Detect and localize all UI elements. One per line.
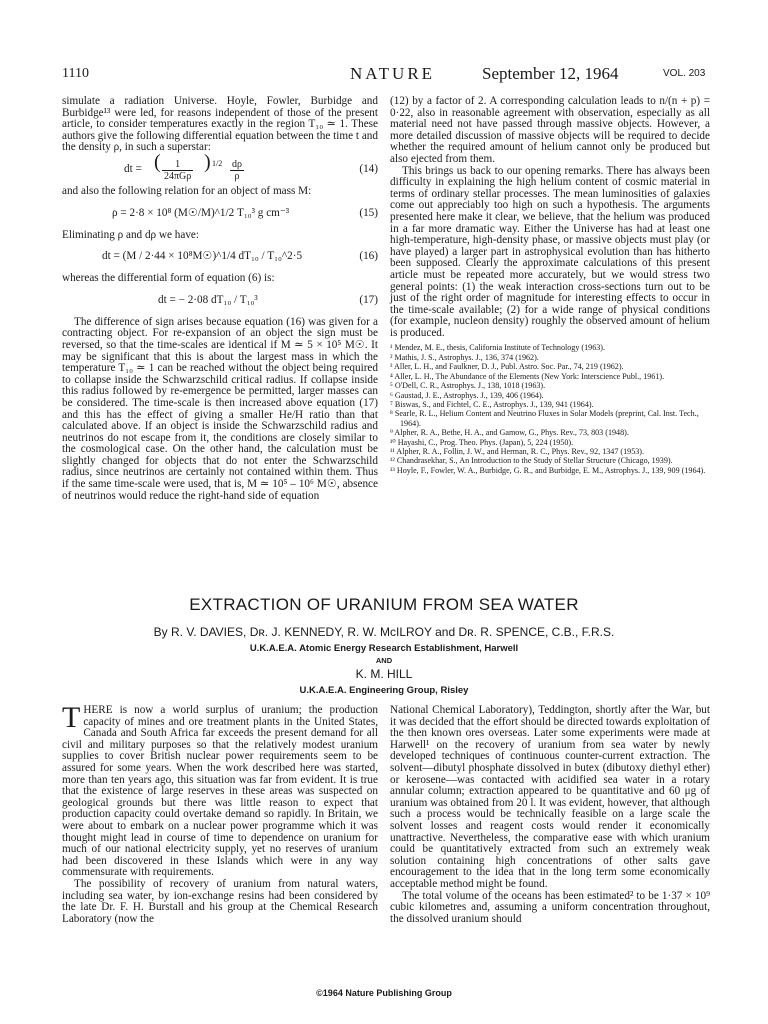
paragraph: and also the following relation for an object of mass M: bbox=[62, 184, 312, 197]
reference-list bbox=[390, 343, 710, 475]
paragraph: The difference of sign arises because equation (16) was given for a contracting object. For re-expansion of an object the sign must be reversed, so that the time-scales are identical if M ≃ 5 × 10⁵ M☉. It may be significant that this is about the largest mass in which the temperature T₁₀ ≃ 1 can be reached without the object being required to collapse inside the Schwarzschild critical radius. If collapse inside this radius followed by re-emergence be permitted, larger masses can be considered. The time-scale is then increased above equation (17) and this has the effect of giving a smaller He/H ratio than that calculated above. If an object is inside the Schwarzschild radius and neutrinos do not escape from it, the conditions are closely similar to the cosmological case. On the other hand, the calculation must be slightly changed for objects that do not enter the Schwarzschild radius, since neutrinos are certainly not contained within them. Thus if the same time-scale were used, that is, M ≃ 10⁵ – 10⁶ M☉, absence of neutrinos would reduce the right-hand side of equation bbox=[62, 315, 378, 502]
reference-item: ⁸ Searle, R. L., Helium Content and Neutrino Fluxes in Solar Models (preprint, Cal. Inst. Tech., 1964). bbox=[390, 409, 699, 428]
reference-item: ¹ Mendez, M. E., thesis, California Institute of Technology (1963). bbox=[390, 343, 606, 353]
reference-item: ⁷ Biswas, S., and Fichtel, C. E., Astrophys. J., 139, 941 (1964). bbox=[390, 399, 594, 409]
equation-number: (15) bbox=[359, 206, 378, 219]
paragraph: This brings us back to our opening remarks. There has always been difficulty in explaining the high helium content of cosmic material in terms of ordinary stellar processes. The mean luminosities of galaxies come out appreciably too high on such a hypothesis. The arguments presented here make it clear, we believe, that the helium was produced in a far more dramatic way. Either the Universe has had at least one high-temperature, high-density phase, or massive objects must play (or have played) a larger part in astrophysical evolution than has hitherto been supposed. Clearly the approximate calculations of this present article must be repeated more accurately, but we would stress two general points: (1) the weak interaction cross-sections turn out to be just of the right order of magnitude for interesting effects to occur in the time-scale available; (2) for a wide range of physical conditions (for example, nucleon density) roughly the observed amount of helium is produced. bbox=[390, 164, 710, 339]
copyright-footer: ©1964 Nature Publishing Group bbox=[316, 988, 452, 998]
paragraph: (12) by a factor of 2. A corresponding calculation leads to n/(n + p) = 0·22, also in reasonable agreement with observation, especially as all material need not have passed through massive objects. However, a more detailed discussion of massive objects will be required to decide whether the required amount of helium cannot only be produced but also ejected from them. bbox=[390, 95, 710, 165]
equation-17 bbox=[62, 288, 378, 314]
page-header bbox=[62, 66, 712, 84]
paragraph bbox=[62, 701, 378, 879]
fraction-numerator: dρ bbox=[232, 158, 242, 170]
paragraph: The possibility of recovery of uranium from natural waters, including sea water, by ion-exchange resins had been considered by the late Dr. F. H. Burstall and his group at the Chemical Research Laboratory (now the bbox=[62, 877, 378, 925]
volume-label: VOL. 203 bbox=[663, 68, 706, 79]
fraction bbox=[230, 159, 244, 182]
reference-item: ³ Aller, L. H., and Faulkner, D. J., Publ. Astro. Soc. Par., 74, 219 (1962). bbox=[390, 362, 624, 372]
reference-item: ⁴ Aller, L. H., The Abundance of the Elements (New York: Interscience Publ., 1961). bbox=[390, 371, 665, 381]
reference-item: ¹⁰ Hayashi, C., Prog. Theo. Phys. (Japan), 5, 224 (1950). bbox=[390, 437, 574, 447]
reference-item: ⁵ O'Dell, C. R., Astrophys. J., 138, 1018 (1963). bbox=[390, 381, 546, 391]
equation-number: (16) bbox=[359, 250, 378, 263]
right-paren: ) bbox=[204, 150, 211, 173]
equation-body: dt = (M / 2·44 × 10⁸M☉)^1/4 dT₁₀ / T₁₀^2·5 bbox=[102, 250, 303, 263]
equation-body: ρ = 2·8 × 10⁸ (M☉/M)^1/2 T₁₀³ g cm⁻³ bbox=[112, 206, 290, 219]
right-column bbox=[390, 96, 710, 475]
equation-number: (17) bbox=[359, 293, 378, 306]
article-title: EXTRACTION OF URANIUM FROM SEA WATER bbox=[189, 595, 579, 614]
left-paren: ( bbox=[154, 150, 161, 173]
page-number: 1110 bbox=[62, 66, 89, 81]
paragraph: Eliminating ρ and dρ we have: bbox=[62, 228, 199, 241]
article-right-column bbox=[390, 705, 710, 925]
equation-lhs: dt = bbox=[124, 162, 142, 175]
equation-15 bbox=[62, 201, 378, 227]
drop-cap: T bbox=[62, 701, 81, 734]
article-left-column bbox=[62, 701, 378, 925]
equation-body: dt = − 2·08 dT₁₀ / T₁₀³ bbox=[158, 293, 258, 306]
paragraph: simulate a radiation Universe. Hoyle, Fowler, Burbidge and Burbidge¹³ were led, for reasons independent of those of the present article, to consider temperatures exactly in the region T₁₀ ≃ 1. These authors give the following differential equation between the time t and the density ρ, in such a superstar: bbox=[62, 95, 378, 154]
equation-number: (14) bbox=[359, 162, 378, 175]
reference-item: ⁶ Gaustad, J. E., Astrophys. J., 139, 406 (1964). bbox=[390, 390, 544, 400]
fraction-numerator: 1 bbox=[162, 159, 193, 171]
reference-item: ⁹ Alpher, R. A., Bethe, H. A., and Gamow, G., Phys. Rev., 73, 803 (1948). bbox=[390, 428, 629, 438]
paragraph: The total volume of the oceans has been estimated² to be 1·37 × 10⁹ cubic kilometres and, assuming a uniform concentration throughout, the dissolved uranium should bbox=[390, 889, 710, 925]
equation-14 bbox=[62, 150, 378, 183]
equation-16 bbox=[62, 244, 378, 270]
article-authors: By R. V. DAVIES, Dʀ. J. KENNEDY, R. W. McILROY and Dʀ. R. SPENCE, C.B., F.R.S. bbox=[153, 625, 615, 639]
exponent: 1/2 bbox=[212, 158, 223, 168]
author-affiliation: U.K.A.E.A. Engineering Group, Risley bbox=[299, 685, 469, 696]
reference-item: ¹² Chandrasekhar, S., An Introduction to the Study of Stellar Structure (Chicago, 1939). bbox=[390, 456, 673, 466]
fraction-denominator: 24πGρ bbox=[164, 170, 192, 182]
paragraph-text: HERE is now a world surplus of uranium; the production capacity of mines and ore treatment plants in the United States, Canada and South Africa far exceeds the present demand for all civil and military purposes so that the relatively modest uranium supplies to cover British nuclear power requirements seem to be assured for some years. When the work described here was started, more than ten years ago, this situation was far from evident. It is true that the existence of large reserves in these areas was suspected on geological grounds but there was little reason to expect that production capacity could overtake demand so rapidly. In Britain, we were about to embark on a nuclear power programme which it was thought might lead in course of time to dependence on uranium for much of our national electricity supply, yet no reserves of uranium had been discovered in these Islands which were in any way commensurate with requirements. bbox=[62, 704, 378, 879]
author-affiliation: U.K.A.E.A. Atomic Energy Research Establishment, Harwell bbox=[249, 643, 519, 654]
paragraph: whereas the differential form of equation (6) is: bbox=[62, 272, 275, 285]
author-conjunction: AND bbox=[375, 656, 393, 665]
fraction-denominator: ρ bbox=[234, 170, 240, 182]
issue-date: September 12, 1964 bbox=[482, 64, 619, 83]
reference-item: ¹¹ Alpher, R. A., Follin, J. W., and Herman, R. C., Phys. Rev., 92, 1347 (1953). bbox=[390, 446, 645, 456]
fraction bbox=[162, 159, 193, 182]
reference-item: ² Mathis, J. S., Astrophys. J., 136, 374 (1962). bbox=[390, 352, 539, 362]
paragraph: National Chemical Laboratory), Teddington, shortly after the War, but it was decided that the effort should be directed towards exploitation of the then known ores overseas. Later some experiments were made at Harwell¹ on the recovery of uranium from sea water by newly developed techniques of continuous counter-current extraction. The solvent—dibutyl phosphate dissolved in butex (dibutoxy diethyl ether) or kerosene—was contacted with acidified sea water in a rotary annular column; extraction appeared to be quantitative and 60 μg of uranium was obtained from 20 l. It was evident, however, that although such a process would be technically feasible on a large scale the solvent losses and reagent costs would render it economically unattractive. Nevertheless, the comparative ease with which uranium could be quantitatively extracted from such an extremely weak solution containing high concentrations of other salts gave encouragement to the idea that in the long term some economically acceptable method might be found. bbox=[390, 704, 710, 890]
reference-item: ¹³ Hoyle, F., Fowler, W. A., Burbidge, G. R., and Burbidge, E. M., Astrophys. J., 139, 909 (1964). bbox=[390, 465, 706, 475]
journal-name: NATURE bbox=[350, 64, 436, 83]
article-author: K. M. HILL bbox=[355, 667, 413, 681]
left-column bbox=[62, 96, 378, 502]
